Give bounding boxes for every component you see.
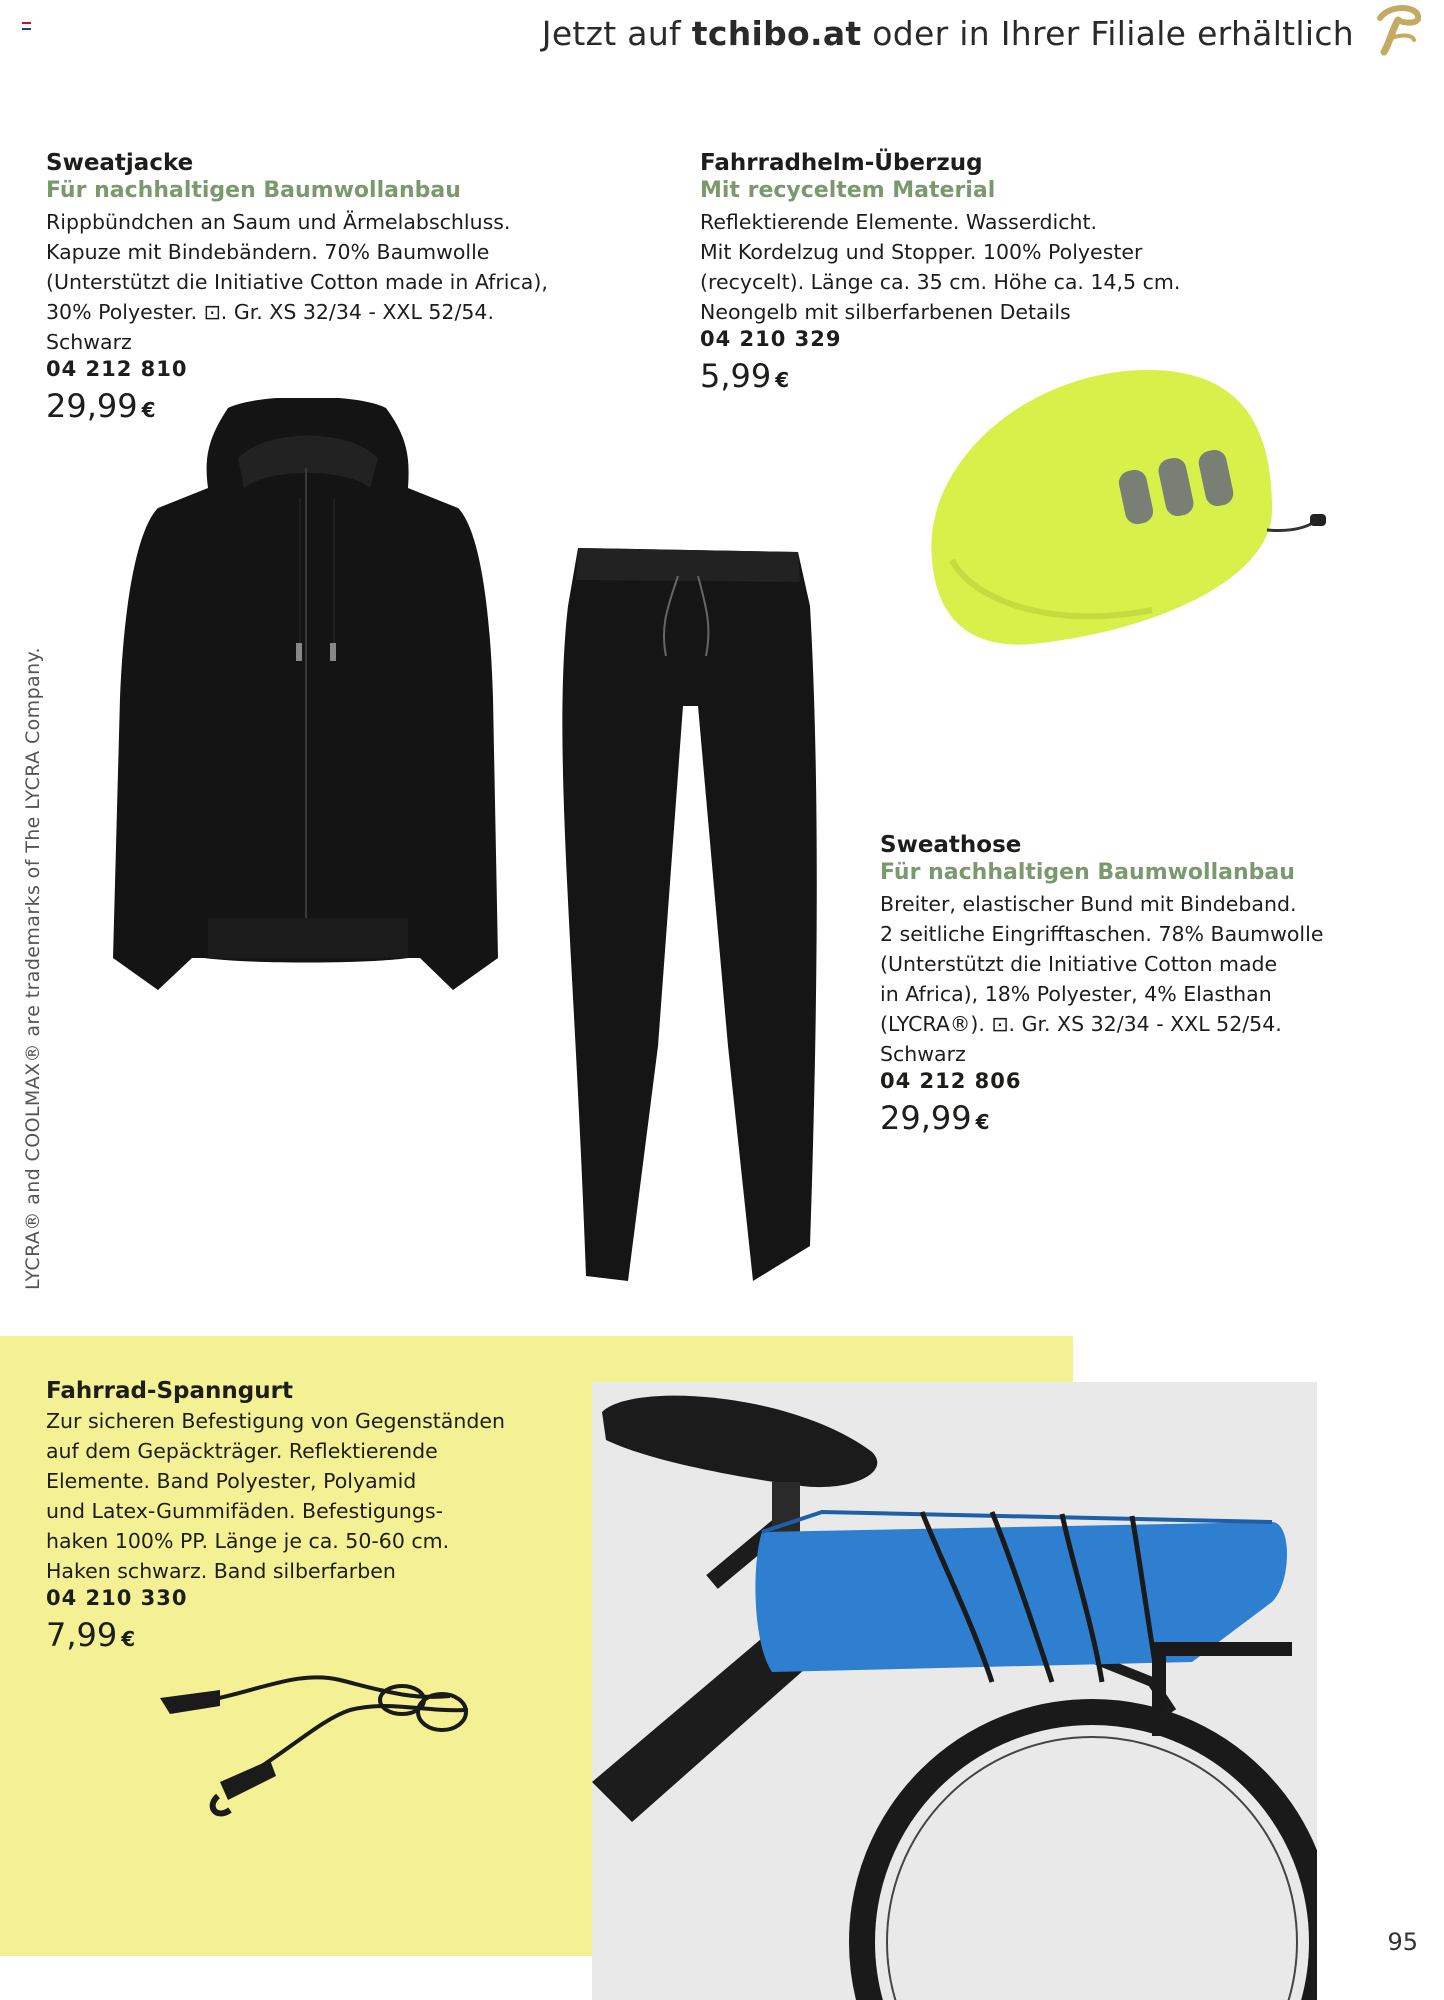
product-description: Reflektierende Elemente. Wasserdicht. Mit Kordelzug und Stopper. 100% Polyester (recycelt). Länge ca. 35 cm. Höhe ca. 14,5 cm. Neongelb mit silberfarbenen Details bbox=[700, 210, 1181, 324]
product-title: Fahrrad-Spanngurt bbox=[46, 1378, 293, 1404]
currency: € bbox=[141, 398, 156, 422]
product-spanngurt bbox=[46, 1378, 566, 1654]
currency: € bbox=[775, 368, 790, 392]
helmet-cover-image bbox=[912, 360, 1332, 660]
header-availability bbox=[542, 14, 1354, 53]
product-description: Rippbündchen an Saum und Ärmelabschluss. Kapuze mit Bindebändern. 70% Baumwolle (Unterstützt die Initiative Cotton made in Africa), 30% Polyester. ⊡. Gr. XS 32/34 - XXL 52/54. Schwarz bbox=[46, 210, 548, 354]
sweatjacke-image bbox=[108, 398, 503, 998]
bike-bag-image bbox=[592, 1382, 1317, 2000]
product-subtitle: Für nachhaltigen Baumwollanbau bbox=[880, 860, 1295, 885]
price-value: 7,99 bbox=[46, 1616, 118, 1654]
product-sweatjacke bbox=[46, 150, 566, 425]
price-value: 5,99 bbox=[700, 357, 772, 395]
product-helmet-cover bbox=[700, 150, 1220, 395]
spanngurt-image bbox=[150, 1660, 490, 1840]
product-title: Sweathose bbox=[880, 832, 1022, 858]
product-description: Zur sicheren Befestigung von Gegenständen auf dem Gepäckträger. Reflektierende Elemente. Band Polyester, Polyamid und Latex-Gummifäden. Befestigungs- haken 100% PP. Länge je ca. 50-60 cm. Haken schwarz. Band silberfarben bbox=[46, 1409, 505, 1583]
product-sweathose bbox=[880, 832, 1400, 1137]
article-number: 04 212 806 bbox=[880, 1069, 1022, 1093]
price bbox=[46, 1616, 566, 1654]
sweathose-image bbox=[548, 546, 828, 1286]
price-value: 29,99 bbox=[880, 1099, 972, 1137]
product-title: Fahrradhelm-Überzug bbox=[700, 150, 983, 176]
article-number: 04 210 329 bbox=[700, 327, 842, 351]
article-number: 04 212 810 bbox=[46, 357, 188, 381]
price-value: 29,99 bbox=[46, 387, 138, 425]
currency: € bbox=[975, 1110, 990, 1134]
currency: € bbox=[121, 1627, 136, 1651]
article-number: 04 210 330 bbox=[46, 1586, 188, 1610]
product-subtitle: Für nachhaltigen Baumwollanbau bbox=[46, 178, 461, 203]
price bbox=[880, 1099, 1400, 1137]
product-subtitle: Mit recyceltem Material bbox=[700, 178, 996, 203]
tchibo-logo-icon bbox=[1368, 0, 1426, 56]
header-prefix: Jetzt auf bbox=[541, 14, 692, 53]
page-number: 95 bbox=[1387, 1928, 1418, 1956]
trademark-note: LYCRA® and COOLMAX® are trademarks of The LYCRA Company. bbox=[22, 647, 44, 1290]
austria-flag-icon bbox=[22, 22, 31, 29]
product-description: Breiter, elastischer Bund mit Bindeband. 2 seitliche Eingrifftaschen. 78% Baumwolle (Unterstützt die Initiative Cotton made in Africa), 18% Polyester, 4% Elasthan (LYCRA®). ⊡. Gr. XS 32/34 - XXL 52/54. Schwarz bbox=[880, 892, 1324, 1066]
header-suffix: oder in Ihrer Filiale erhältlich bbox=[861, 14, 1354, 53]
product-title: Sweatjacke bbox=[46, 150, 194, 176]
header-site-link[interactable]: tchibo.at bbox=[691, 14, 862, 53]
